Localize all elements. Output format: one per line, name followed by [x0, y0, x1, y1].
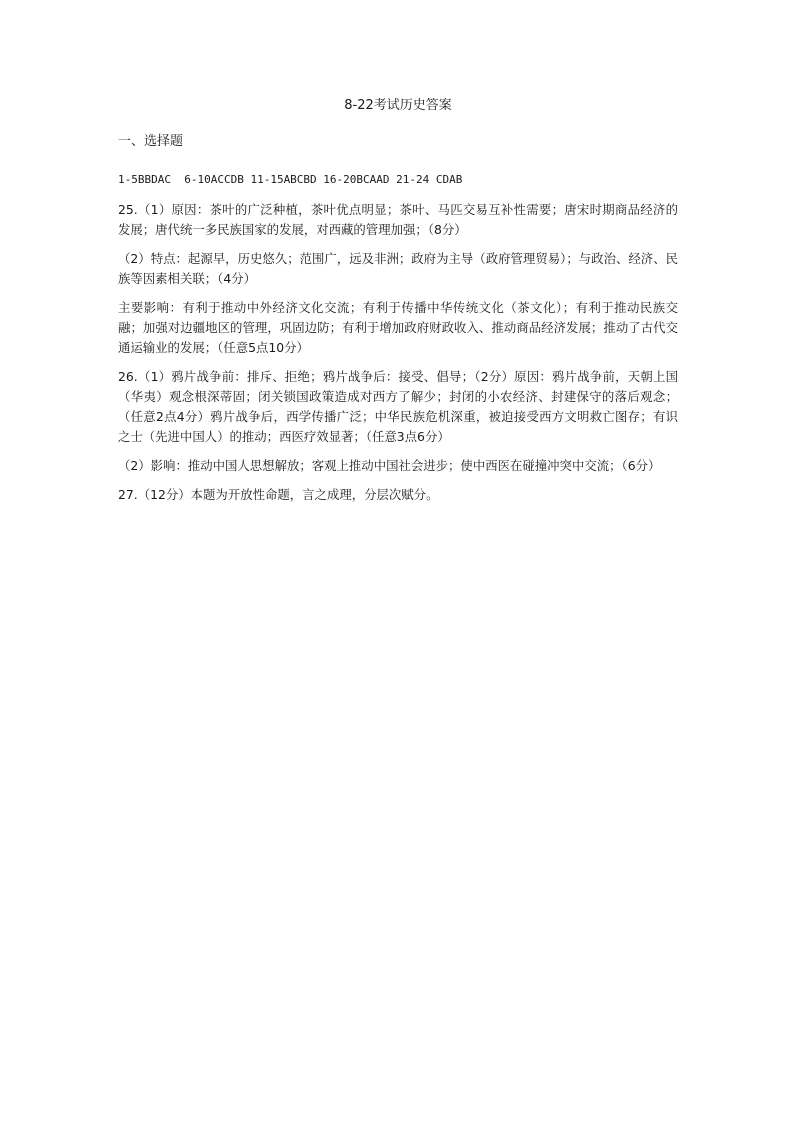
- section-heading-choice: 一、选择题: [118, 134, 184, 149]
- answer-paragraph-25-1: 25.（1）原因：茶叶的广泛种植，茶叶优点明显；茶叶、马匹交易互补性需要；唐宋时期商品经济的发展；唐代统一多民族国家的发展，对西藏的管理加强；（8分）: [118, 202, 678, 237]
- answer-paragraph-25-2: （2）特点：起源早，历史悠久；范围广，远及非洲；政府为主导（政府管理贸易）；与政治、经济、民族等因素相关联；（4分）: [118, 251, 678, 286]
- answer-paragraph-26-1: 26.（1）鸦片战争前：排斥、拒绝；鸦片战争后：接受、倡导；（2分）原因：鸦片战争前，天朝上国（华夷）观念根深蒂固；闭关锁国政策造成对西方了解少；封闭的小农经济、封建保守的落后观念；（任意2点4分）鸦片战争后，西学传播广泛；中华民族危机深重，被迫接受西方文明救亡图存；有识之士（先进中国人）的推动；西医疗效显著；（任意3点6分）: [118, 369, 678, 444]
- answer-paragraph-25-impact: 主要影响：有利于推动中外经济文化交流；有利于传播中华传统文化（茶文化）；有利于推动民族交融；加强对边疆地区的管理，巩固边防；有利于增加政府财政收入、推动商品经济发展；推动了古代交通运输业的发展；（任意5点10分）: [118, 300, 678, 355]
- answer-sheet: [118, 96, 678, 514]
- choice-answers: 1-5BBDAC 6-10ACCDB 11-15ABCBD 16-20BCAAD 21-24 CDAB: [118, 173, 463, 186]
- page-title: 8-22考试历史答案: [344, 98, 452, 113]
- answer-paragraph-27: 27.（12分）本题为开放性命题，言之成理，分层次赋分。: [118, 487, 439, 502]
- answer-paragraph-26-2: （2）影响：推动中国人思想解放；客观上推动中国社会进步；使中西医在碰撞冲突中交流；（6分）: [118, 458, 661, 473]
